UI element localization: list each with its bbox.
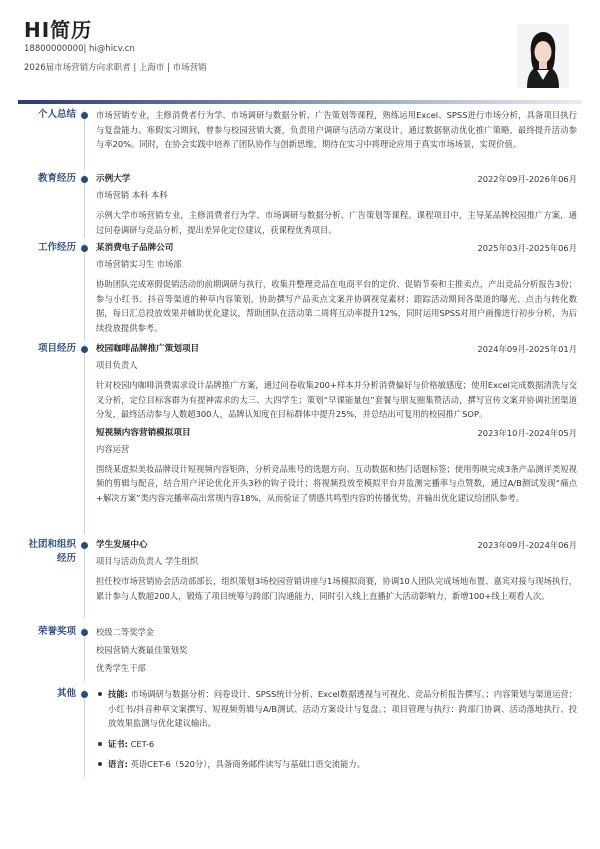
timeline-dot-icon	[81, 629, 88, 636]
candidate-name: HI简历	[24, 18, 93, 42]
contact-info: 18800000000| hi@hicv.cn	[24, 44, 135, 54]
timeline-rule	[84, 540, 85, 618]
section-title: 其他	[56, 688, 76, 699]
education-period: 2022年09月-2026年06月	[477, 174, 577, 184]
cert-item	[96, 737, 577, 752]
section-title: 项目经历	[37, 343, 76, 354]
project-item	[96, 342, 577, 422]
others-body	[96, 687, 577, 778]
club-role: 项目与活动负责人 学生组织	[96, 556, 199, 566]
timeline-dot-icon	[81, 176, 88, 183]
work-role: 市场营销实习生 市场部	[96, 259, 182, 269]
avatar-photo-icon	[517, 24, 569, 88]
section-title-line: 经历	[56, 553, 76, 564]
language-item	[96, 757, 577, 772]
skills-item	[96, 687, 577, 731]
avatar	[517, 24, 569, 88]
section-title-line: 社团和组织	[28, 539, 76, 550]
project-name: 短视频内容营销模拟项目	[96, 427, 191, 438]
section-honors	[18, 625, 582, 681]
timeline-dot-icon	[81, 112, 88, 119]
section-projects	[18, 342, 582, 534]
school-name: 示例大学	[96, 174, 131, 184]
summary-text: 市场营销专业，主修消费者行为学、市场调研与数据分析、广告策划等课程，熟练运用Excel、SPSS进行市场分析，具备项目执行与复盘能力。寒假实习期间，曾参与校园营销大赛，负责用户调研与活动方案设计，通过数据驱动优化推广策略，最终提升活动参与率20%。同时，在协会实践中培养了团队协作与创新思维，期待在实习中将理论应用于真实市场场景，实现价值。	[96, 110, 577, 149]
timeline-rule	[84, 110, 85, 170]
section-work	[18, 241, 582, 341]
work-body	[96, 241, 577, 335]
project-role: 项目负责人	[96, 360, 138, 370]
project-period: 2023年10月-2024年05月	[477, 427, 577, 438]
honor-item: 校园营销大赛最佳策划奖	[96, 645, 188, 655]
timeline-dot-icon	[81, 346, 88, 353]
club-name: 学生发展中心	[96, 540, 148, 550]
timeline-rule	[84, 344, 85, 534]
section-title	[18, 538, 76, 566]
project-item	[96, 426, 577, 506]
club-body	[96, 538, 577, 603]
timeline-rule	[84, 174, 85, 238]
skills-label: 技能:	[108, 689, 128, 699]
section-title: 教育经历	[37, 173, 76, 184]
project-row	[96, 426, 577, 442]
work-desc: 协助团队完成寒假促销活动的前期调研与执行，收集并整理竞品在电商平台的定价、促销节奏和主推卖点，产出竞品分析报告3份；参与小红书、抖音等渠道的种草内容策划，协助撰写产品卖点文案并协调视觉素材；跟踪活动期间各渠道的曝光、点击与转化数据，每日汇总投放效果并辅助优化建议，帮助团队在活动第二周将互动率提升12%，同时运用SPSS对用户画像进行初步分析，为后续投放提供参考。	[96, 279, 577, 333]
education-major: 市场营销 本科 本科	[96, 190, 168, 200]
project-period: 2024年09月-2025年01月	[477, 344, 577, 354]
club-period: 2023年09月-2024年06月	[477, 540, 577, 550]
skills-text: 市场调研与数据分析：问卷设计、SPSS统计分析、Excel数据透视与可视化、竞品分析报告撰写。；内容策划与渠道运营：小红书/抖音种草文案撰写、短视频剪辑与A/B测试、活动方案设计与复盘。；项目管理与执行：跨部门协调、活动落地执行、投放效果监测与优化建议输出。	[108, 689, 578, 728]
timeline-dot-icon	[81, 691, 88, 698]
company-name: 某消费电子品牌公司	[96, 243, 174, 253]
timeline-rule	[84, 689, 85, 777]
section-education	[18, 172, 582, 238]
honor-item: 校级二等奖学金	[96, 627, 155, 637]
project-name: 校园咖啡品牌推广策划项目	[96, 344, 200, 354]
education-row	[96, 172, 577, 188]
header-divider	[18, 100, 582, 104]
project-row	[96, 342, 577, 358]
honor-item: 优秀学生干部	[96, 663, 146, 673]
timeline-dot-icon	[81, 245, 88, 252]
section-summary	[18, 108, 582, 170]
honors-body	[96, 625, 577, 679]
timeline-rule	[84, 243, 85, 341]
work-period: 2025年03月-2025年06月	[477, 243, 577, 253]
section-title: 工作经历	[37, 242, 76, 253]
work-row	[96, 241, 577, 257]
projects-body	[96, 342, 577, 509]
section-title: 个人总结	[37, 109, 76, 120]
project-desc: 针对校园内咖啡消费需求设计品牌推广方案，通过问卷收集200+样本并分析消费偏好与价格敏感度；使用Excel完成数据清洗与交叉分析，定位目标客群为有提神需求的大三、大四学生；策划“早课能量包”套餐与朋友圈集赞活动，撰写宣传文案并协调社团渠道分发，最终活动参与人数超300人，品牌认知度在目标群体中提升25%，并总结出可复用的校园推广SOP。	[96, 380, 577, 419]
language-text: 英语CET-6（520分），具备商务邮件读写与基础口语交流能力。	[130, 759, 365, 769]
club-desc: 担任校市场营销协会活动部部长，组织策划3场校园营销讲座与1场模拟商赛，协调10人团队完成场地布置、嘉宾对接与现场执行，累计参与人数超200人，锻炼了项目统筹与跨部门沟通能力，同时引入线上直播扩大活动影响力，新增100+线上观看人次。	[96, 576, 577, 601]
language-label: 语言:	[108, 759, 128, 769]
club-row	[96, 538, 577, 554]
education-desc: 示例大学市场营销专业，主修消费者行为学、市场调研与数据分析、广告策划等课程。课程项目中，主导某品牌校园推广方案，通过问卷调研与竞品分析，提出差异化定位建议，获课程优秀项目。	[96, 210, 577, 235]
section-others	[18, 687, 582, 777]
job-intent: 2026届市场营销方向求职者 | 上海市 | 市场营销	[24, 63, 207, 73]
cert-text: CET-6	[130, 738, 155, 749]
section-title: 荣誉奖项	[37, 626, 76, 637]
section-club	[18, 538, 582, 618]
timeline-dot-icon	[81, 542, 88, 549]
project-desc: 围绕某虚拟美妆品牌设计短视频内容矩阵，分析竞品账号的选题方向、互动数据和热门话题标签；使用剪映完成3条产品测评类短视频的剪辑与配音，结合用户评论优化开头3秒的钩子设计；将视频投放至模拟平台并监测完播率与点赞数，通过A/B测试发现“痛点+解决方案”类内容完播率高出常规内容18%，从而验证了情感共鸣型内容的传播优势，并输出优化建议给团队参考。	[96, 463, 577, 503]
education-body	[96, 172, 577, 237]
cert-label: 证书:	[108, 738, 128, 749]
project-role: 内容运营	[96, 443, 130, 454]
